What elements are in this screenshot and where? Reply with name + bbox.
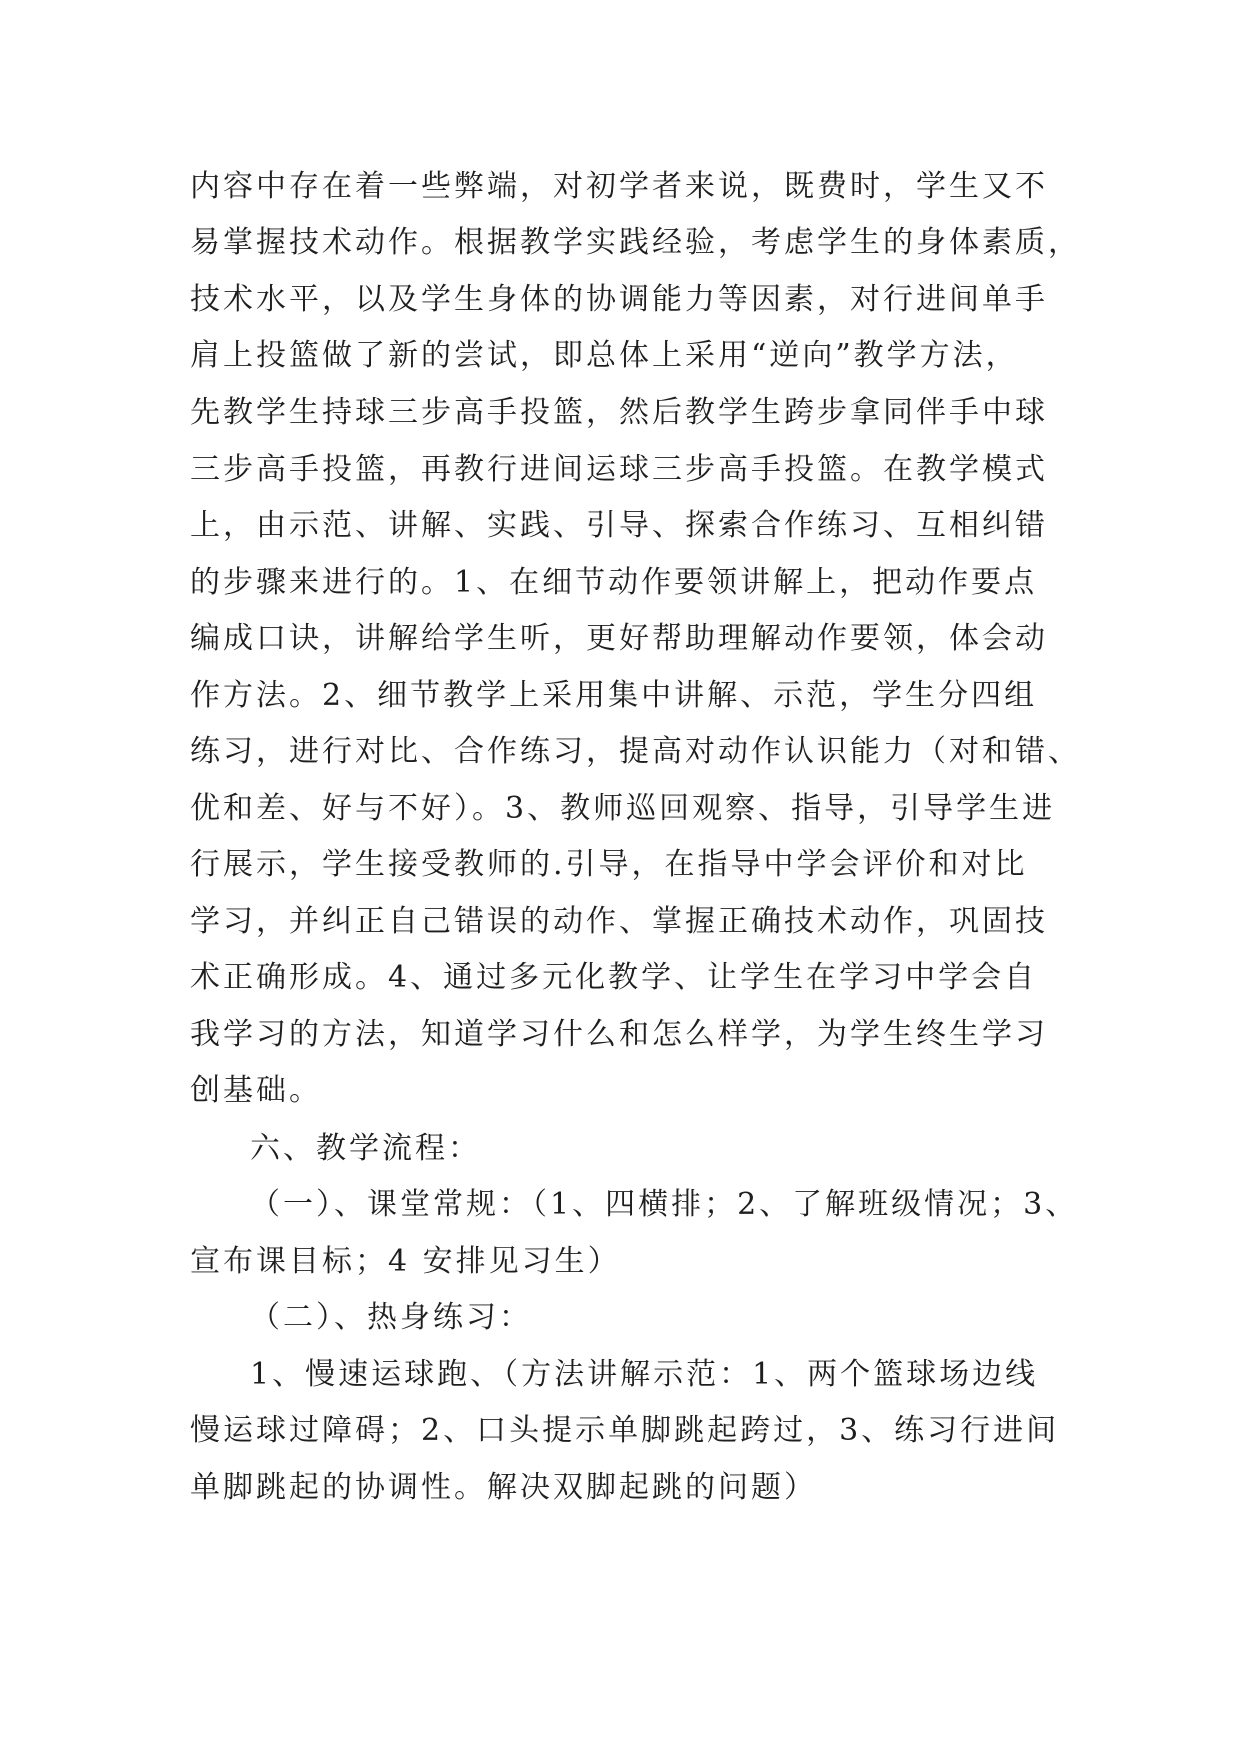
text-line: 先教学生持球三步高手投篮，然后教学生跨步拿同伴手中球 — [190, 395, 1048, 430]
section-heading: 六、教学流程： — [250, 1131, 481, 1166]
text-line: 创基础。 — [190, 1073, 322, 1108]
text-line: 练习，进行对比、合作练习，提高对动作认识能力（对和错、 — [190, 734, 1081, 769]
text-line: 的步骤来进行的。1、在细节动作要领讲解上，把动作要点 — [190, 565, 1038, 600]
text-line: 术正确形成。4、通过多元化教学、让学生在学习中学会自 — [190, 960, 1038, 995]
subsection-heading: （二）、热身练习： — [250, 1300, 532, 1335]
text-line: （一）、课堂常规：（1、四横排；2、了解班级情况；3、 — [250, 1187, 1079, 1222]
text-line: 1、慢速运球跑、（方法讲解示范：1、两个篮球场边线 — [250, 1357, 1039, 1392]
text-line: 上，由示范、讲解、实践、引导、探索合作练习、互相纠错 — [190, 508, 1048, 543]
text-line: 肩上投篮做了新的尝试，即总体上采用“逆向”教学方法， — [190, 338, 1019, 373]
text-line: 我学习的方法，知道学习什么和怎么样学，为学生终生学习 — [190, 1017, 1048, 1052]
text-line: 学习，并纠正自己错误的动作、掌握正确技术动作，巩固技 — [190, 904, 1048, 939]
text-line: 单脚跳起的协调性。解决双脚起跳的问题） — [190, 1470, 817, 1505]
text-line: 三步高手投篮，再教行进间运球三步高手投篮。在教学模式 — [190, 452, 1048, 487]
text-line: 编成口诀，讲解给学生听，更好帮助理解动作要领，体会动 — [190, 621, 1048, 656]
text-line: 内容中存在着一些弊端，对初学者来说，既费时，学生又不 — [190, 169, 1048, 204]
text-line: 慢运球过障碍；2、口头提示单脚跳起跨过，3、练习行进间 — [190, 1413, 1060, 1448]
text-line: 作方法。2、细节教学上采用集中讲解、示范，学生分四组 — [190, 678, 1038, 713]
text-line: 优和差、好与不好）。3、教师巡回观察、指导，引导学生进 — [190, 791, 1056, 826]
text-line: 技术水平，以及学生身体的协调能力等因素，对行进间单手 — [190, 282, 1048, 317]
text-line: 行展示，学生接受教师的.引导，在指导中学会评价和对比 — [190, 847, 1028, 882]
text-line: 宣布课目标；4 安排见习生） — [190, 1244, 621, 1279]
text-line: 易掌握技术动作。根据教学实践经验，考虑学生的身体素质， — [190, 225, 1081, 260]
